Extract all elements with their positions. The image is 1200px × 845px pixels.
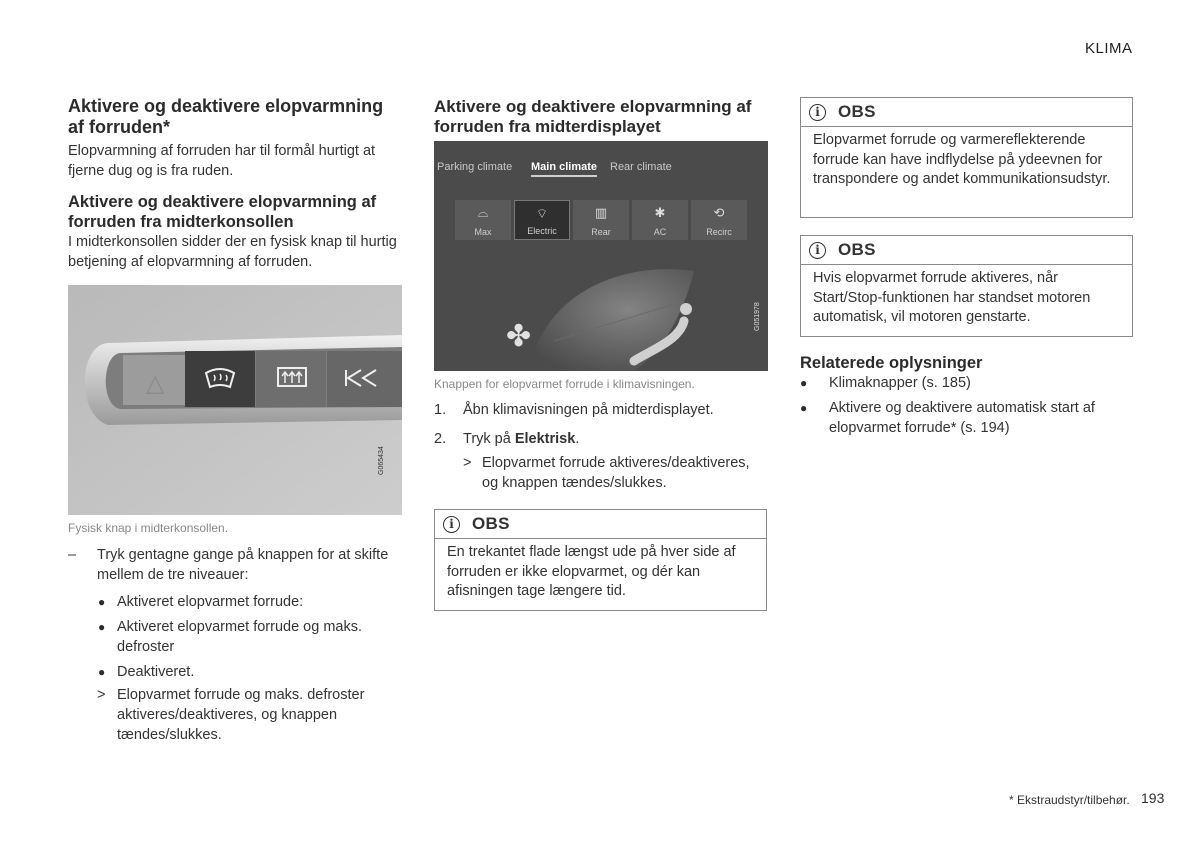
note-text: Elopvarmet forrude og varmereflekterende forrude kan have indflydelse på ydeevnen for transpondere og andet kommunikationsudstyr. xyxy=(813,132,1111,187)
bullet-item: Aktiveret elopvarmet forrude: xyxy=(117,594,304,610)
hazard-icon: △ xyxy=(146,370,165,397)
bullet-item: Aktiveret elopvarmet forrude og maks. defroster xyxy=(117,619,362,655)
electric-keyword: Elektrisk xyxy=(514,431,576,447)
note-box xyxy=(800,235,1133,337)
button-label: Rear xyxy=(591,227,611,237)
related-link[interactable]: Aktivere og deaktivere automatisk start af elopvarmet forrude* (s. 194) xyxy=(829,400,1095,436)
center-display-screenshot xyxy=(434,141,768,371)
tab-rear-climate[interactable]: Rear climate xyxy=(610,161,672,173)
step-2-prefix: Tryk på xyxy=(463,431,515,447)
windscreen-heat-icon[interactable] xyxy=(203,365,237,391)
skip-back-icon[interactable] xyxy=(344,369,380,387)
rear-defrost-icon: ▥ xyxy=(594,205,608,220)
subheading-console-text: I midterkonsollen sidder der en fysisk knap til hurtig betjening af elopvarmning af forruden. xyxy=(68,234,397,270)
dash-marker: – xyxy=(68,547,77,563)
note-text: En trekantet flade længst ude på hver side af forruden er ikke elopvarmet, og dér kan afisningen tage længere tid. xyxy=(447,544,736,599)
dash-item: Tryk gentagne gange på knappen for at skifte mellem de tre niveauer: xyxy=(97,547,389,583)
note-text: Hvis elopvarmet forrude aktiveres, når Start/Stop-funktionen har standset motoren automatisk, vil motoren genstarte. xyxy=(813,270,1091,325)
electric-windscreen-button[interactable] xyxy=(514,200,570,240)
button-label: Max xyxy=(474,227,492,237)
rear-defrost-button[interactable] xyxy=(573,200,629,240)
note-title: OBS xyxy=(472,514,510,533)
note-title: OBS xyxy=(838,240,876,259)
bullet-icon: ● xyxy=(98,595,106,609)
display-caption: Knappen for elopvarmet forrude i klimavisningen. xyxy=(434,377,695,391)
button-label: AC xyxy=(653,227,667,237)
intro-text: Elopvarmning af forruden har til formål hurtigt at fjerne dug og is fra ruden. xyxy=(68,143,376,179)
note-box xyxy=(434,509,767,611)
info-icon: i xyxy=(809,242,826,259)
button-label: Electric xyxy=(527,226,557,236)
note-box xyxy=(800,97,1133,218)
note-header xyxy=(801,236,1132,265)
subheading-console: Aktivere og deaktivere elopvarmning af forruden fra midterkonsollen xyxy=(68,193,377,231)
seat-graphic xyxy=(434,251,768,371)
rear-window-heat-icon[interactable] xyxy=(275,365,309,391)
bullet-icon: ● xyxy=(800,401,808,415)
recirc-icon: ⟲ xyxy=(713,205,725,220)
max-defrost-button[interactable] xyxy=(455,200,511,240)
console-photo-caption: Fysisk knap i midterkonsollen. xyxy=(68,521,229,535)
step-2 xyxy=(463,429,763,449)
button-label: Recirc xyxy=(706,227,732,237)
step-2-suffix: . xyxy=(575,431,580,447)
page-title: Aktivere og deaktivere elopvarmning af forruden* xyxy=(68,96,384,137)
tab-main-climate[interactable]: Main climate xyxy=(531,161,597,177)
max-defrost-icon: ⌓ xyxy=(477,205,489,220)
note-title: OBS xyxy=(838,102,876,121)
image-code: G065434 xyxy=(378,446,385,475)
image-code: G051978 xyxy=(754,302,761,331)
console-illustration xyxy=(68,285,402,515)
related-link[interactable]: Klimaknapper (s. 185) xyxy=(829,375,971,391)
ac-button[interactable] xyxy=(632,200,688,240)
step-number: 1. xyxy=(434,402,447,418)
result-marker: > xyxy=(97,687,106,703)
column-1 xyxy=(68,96,398,272)
step-1: Åbn klimavisningen på midterdisplayet. xyxy=(463,402,714,418)
bullet-icon: ● xyxy=(800,376,808,390)
section-label: KLIMA xyxy=(1085,40,1133,57)
step-result: Elopvarmet forrude aktiveres/deaktiveres, og knappen tændes/slukkes. xyxy=(482,455,750,491)
fan-icon: ✤ xyxy=(506,320,532,353)
result-marker: > xyxy=(463,455,472,471)
display-section-title: Aktivere og deaktivere elopvarmning af forruden fra midterdisplayet xyxy=(434,97,752,136)
note-header xyxy=(435,510,766,539)
ac-snowflake-icon: ✱ xyxy=(654,205,666,220)
recirc-button[interactable] xyxy=(691,200,747,240)
info-icon: i xyxy=(443,516,460,533)
bullet-item: Deaktiveret. xyxy=(117,664,195,680)
bullet-icon: ● xyxy=(98,665,106,679)
bullet-icon: ● xyxy=(98,620,106,634)
footnote: * Ekstraudstyr/tilbehør. xyxy=(1009,793,1130,807)
info-icon: i xyxy=(809,104,826,121)
result-text: Elopvarmet forrude og maks. defroster aktiveres/deaktiveres, og knappen tændes/slukkes. xyxy=(117,687,365,743)
step-number: 2. xyxy=(434,431,447,447)
console-button-photo xyxy=(68,285,402,515)
page-number: 193 xyxy=(1141,790,1165,806)
electric-windscreen-icon: ⌔ xyxy=(535,206,549,221)
related-heading: Relaterede oplysninger xyxy=(800,354,983,372)
tab-parking-climate[interactable]: Parking climate xyxy=(437,161,513,173)
note-header xyxy=(801,98,1132,127)
